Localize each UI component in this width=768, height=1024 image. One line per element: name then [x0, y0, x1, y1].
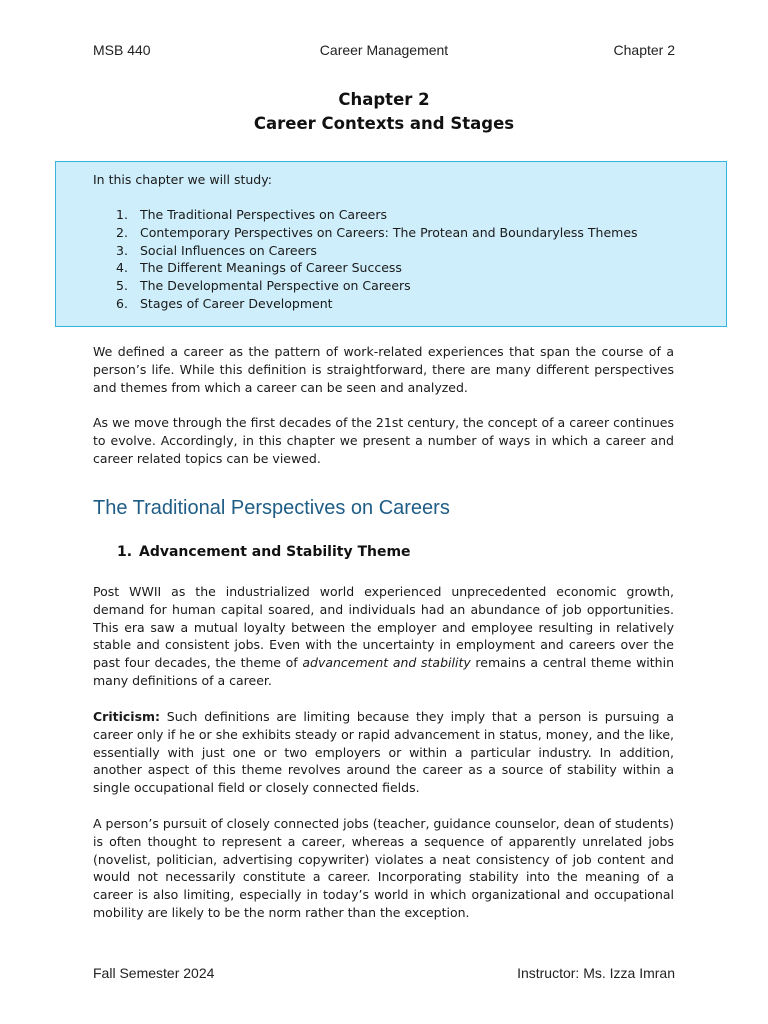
- objectives-list: [116, 206, 638, 313]
- list-item-number: 6.: [116, 295, 128, 311]
- footer-instructor: Instructor: Ms. Izza Imran: [517, 965, 675, 981]
- course-code: MSB 440: [93, 42, 151, 58]
- list-item: [116, 206, 638, 224]
- list-item: [116, 277, 638, 295]
- list-item: [116, 295, 638, 313]
- subsection-number: 1.: [117, 544, 133, 560]
- advancement-paragraph: [93, 583, 674, 690]
- list-item-number: 1.: [116, 207, 128, 222]
- criticism-label: Criticism:: [93, 709, 161, 724]
- page-footer: [93, 965, 675, 983]
- subsection-title: Advancement and Stability Theme: [139, 544, 411, 560]
- advancement-text-end: remains a central theme within many definitions of a career.: [93, 655, 674, 688]
- criticism-text: Such definitions are limiting because they imply that a person is pursuing a career only if he or she exhibits steady or rapid advancement in status, money, and the like, essentially with just one or two employers or within a particular industry. In addition, another aspect of this theme revolves around the career as a source of stability within a single occupational field or closely connected fields.: [93, 709, 674, 796]
- list-item-text: Stages of Career Development: [140, 295, 333, 311]
- list-item: [116, 224, 638, 242]
- page-header: [93, 42, 675, 60]
- list-item: [116, 259, 638, 277]
- intro-paragraph-2: As we move through the first decades of the 21st century, the concept of a career continues to evolve. Accordingly, in this chapter we present a number of ways in which a career and career related topics can be viewed.: [93, 415, 674, 466]
- course-name: Career Management: [319, 42, 449, 58]
- chapter-title: [0, 88, 768, 136]
- footer-semester: Fall Semester 2024: [93, 965, 215, 981]
- list-item-text: The Traditional Perspectives on Careers: [140, 207, 387, 222]
- advancement-emphasis: advancement and stability: [302, 655, 471, 671]
- list-item-text: Social Influences on Careers: [140, 242, 317, 258]
- advancement-text-start: Post WWII as the industrialized world experienced unprecedented economic growth, demand for human capital soared, and individuals had an abundance of job opportunities. This era saw a mutual loyalty between the employer and employee resulting in relatively stable and consistent jobs. Even with the uncertainty in employment and careers over the past four decades, the theme of: [93, 584, 674, 671]
- chapter-name: Career Contexts and Stages: [253, 114, 515, 133]
- stability-paragraph: A person’s pursuit of closely connected jobs (teacher, guidance counselor, dean of students) is often thought to represent a career, whereas a sequence of apparently unrelated jobs (novelist, politician, advertising copywriter) violates a neat consistency of job content and would not necessarily constitute a career. Incorporating stability into the meaning of a career is also limiting, especially in today’s world in which organizational and occupational mobility are likely to be the norm rather than the exception.: [93, 816, 674, 920]
- intro-paragraph-1: We defined a career as the pattern of work-related experiences that span the course of a person’s life. While this definition is straightforward, there are many different perspectives and themes from which a career can be seen and analyzed.: [93, 344, 674, 395]
- header-chapter-label: Chapter 2: [613, 42, 675, 58]
- list-item-text: The Different Meanings of Career Success: [140, 260, 402, 276]
- criticism-paragraph: [93, 708, 674, 797]
- list-item-number: 3.: [116, 242, 128, 258]
- objectives-intro: In this chapter we will study:: [93, 172, 272, 187]
- list-item: [116, 242, 638, 260]
- section-heading: The Traditional Perspectives on Careers: [93, 497, 450, 519]
- chapter-objectives-box: [55, 161, 727, 327]
- list-item-number: 2.: [116, 224, 128, 240]
- list-item-number: 5.: [116, 278, 128, 294]
- list-item-text: Contemporary Perspectives on Careers: The Protean and Boundaryless Themes: [140, 224, 638, 240]
- list-item-number: 4.: [116, 260, 128, 276]
- chapter-number: Chapter 2: [338, 90, 430, 109]
- subsection-heading: [117, 544, 411, 560]
- list-item-text: The Developmental Perspective on Careers: [140, 278, 411, 294]
